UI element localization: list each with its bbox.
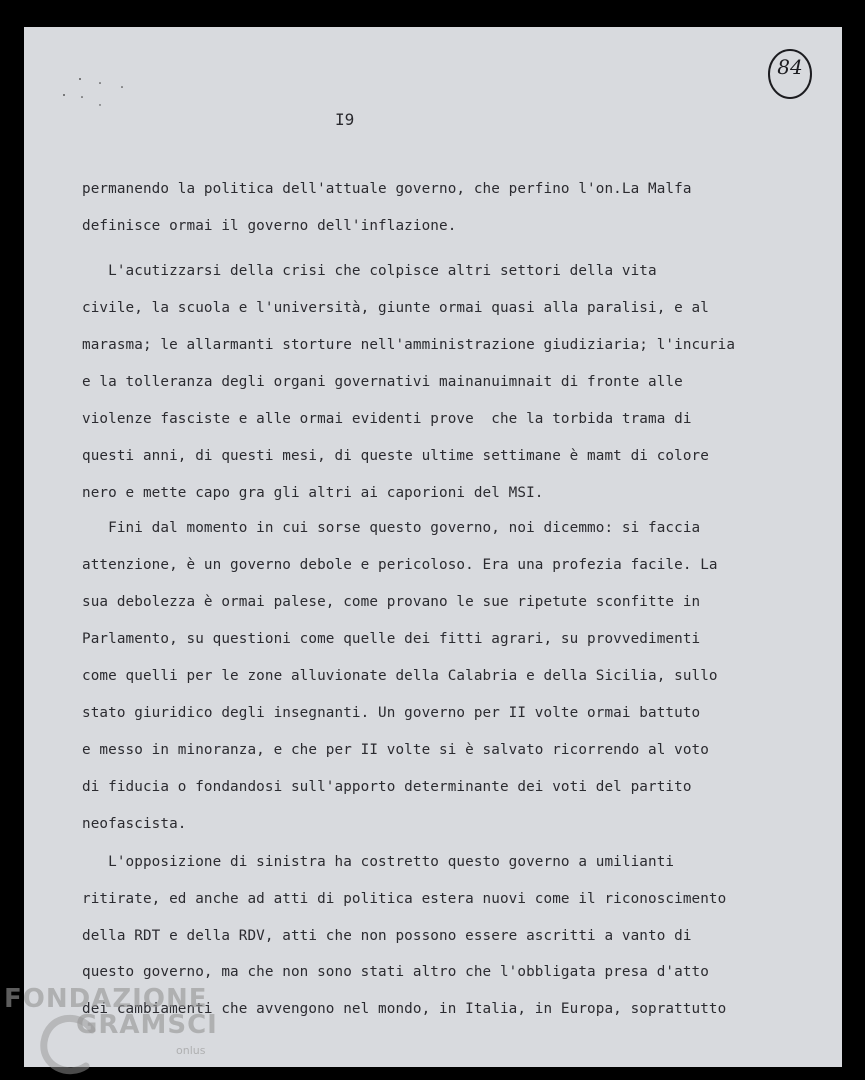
text-line: dei cambiamenti che avvengono nel mondo, in Italia, in Europa, soprattutto bbox=[82, 1001, 727, 1017]
typewritten-page bbox=[24, 27, 842, 1067]
text-line: L'opposizione di sinistra ha costretto questo governo a umilianti bbox=[82, 854, 675, 870]
text-line: marasma; le allarmanti storture nell'amministrazione giudiziaria; l'incuria bbox=[82, 337, 736, 353]
watermark-line3: onlus bbox=[176, 1044, 206, 1057]
text-line: nero e mette capo gra gli altri ai caporioni del MSI. bbox=[82, 485, 544, 501]
text-line: stato giuridico degli insegnanti. Un governo per II volte ormai battuto bbox=[82, 705, 701, 721]
watermark-line2: GRAMSCI bbox=[76, 1010, 218, 1040]
text-line: questo governo, ma che non sono stati altro che l'obbligata presa d'atto bbox=[82, 964, 709, 980]
text-line: permanendo la politica dell'attuale governo, che perfino l'on.La Malfa bbox=[82, 181, 692, 197]
text-line: di fiducia o fondandosi sull'apporto determinante dei voti del partito bbox=[82, 779, 692, 795]
text-line: ritirate, ed anche ad atti di politica estera nuovi come il riconoscimento bbox=[82, 891, 727, 907]
text-line: Fini dal momento in cui sorse questo governo, noi dicemmo: si faccia bbox=[82, 520, 701, 536]
folio-number: 84 bbox=[777, 55, 803, 79]
text-line: sua debolezza è ormai palese, come provano le sue ripetute sconfitte in bbox=[82, 594, 701, 610]
text-line: e la tolleranza degli organi governativi mainanuimnait di fronte alle bbox=[82, 374, 683, 390]
text-line: della RDT e della RDV, atti che non possono essere ascritti a vanto di bbox=[82, 928, 692, 944]
text-line: come quelli per le zone alluvionate della Calabria e della Sicilia, sullo bbox=[82, 668, 718, 684]
text-line: questi anni, di questi mesi, di queste ultime settimane è mamt di colore bbox=[82, 448, 709, 464]
text-line: civile, la scuola e l'università, giunte ormai quasi alla paralisi, e al bbox=[82, 300, 709, 316]
watermark-line1: FONDAZIONE bbox=[4, 984, 208, 1014]
paper-specks bbox=[60, 75, 130, 111]
text-line: L'acutizzarsi della crisi che colpisce altri settori della vita bbox=[82, 263, 657, 279]
text-line: attenzione, è un governo debole e pericoloso. Era una profezia facile. La bbox=[82, 557, 718, 573]
text-line: violenze fasciste e alle ormai evidenti prove che la torbida trama di bbox=[82, 411, 692, 427]
text-line: Parlamento, su questioni come quelle dei fitti agrari, su provvedimenti bbox=[82, 631, 701, 647]
text-line: definisce ormai il governo dell'inflazione. bbox=[82, 218, 457, 234]
text-line: e messo in minoranza, e che per II volte si è salvato ricorrendo al voto bbox=[82, 742, 709, 758]
text-line: neofascista. bbox=[82, 816, 187, 832]
page-number: I9 bbox=[335, 110, 355, 129]
fondazione-gramsci-watermark bbox=[4, 984, 218, 1080]
